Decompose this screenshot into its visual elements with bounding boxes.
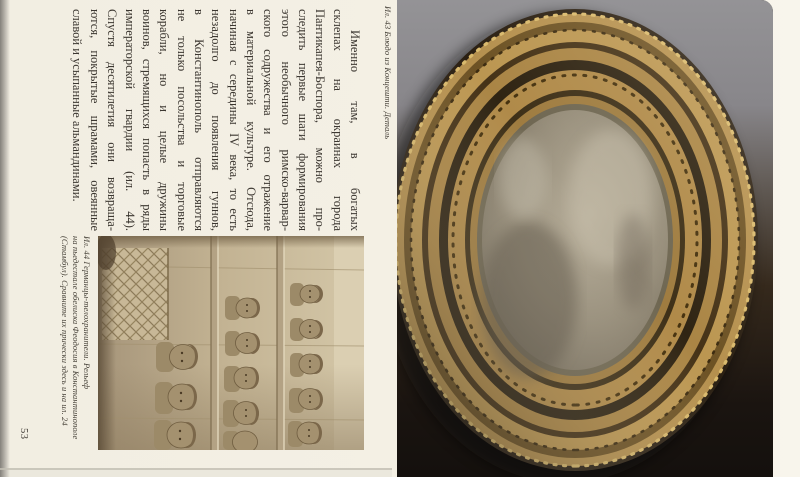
- body-text-line: корабли, но и целые дружины: [157, 9, 172, 231]
- scan-bottom-line: [0, 468, 392, 470]
- body-text-line: славой и усыпанные альмандинами.: [70, 9, 85, 202]
- concesti-dish-image: [397, 0, 773, 477]
- body-text-line: начиная с середины IV века, то есть: [226, 9, 241, 231]
- scan-bottom-strip: [0, 470, 392, 477]
- page-number: 53: [18, 428, 29, 440]
- body-text-line: Именно там, в богатых: [348, 30, 362, 231]
- figure-obelisk-relief: [98, 236, 364, 450]
- body-text-line: в материальной культуре. Отсюда,: [243, 9, 258, 231]
- body-text-line: этого необычного римско-варвар-: [278, 9, 293, 231]
- body-text-line: не только посольства и торговые: [174, 9, 189, 231]
- obelisk-relief-image: [98, 236, 364, 450]
- body-text-line: Пантикапея-Боспора, можно про-: [313, 9, 328, 231]
- body-text-line: Спустя десятилетия они возвраща-: [105, 9, 120, 231]
- figure-44-caption-line: (Стамбул). Сравните их прически здесь и на ил. 24: [60, 236, 70, 426]
- body-text-line: склепах на окраинах города: [330, 9, 345, 231]
- book-edge-shadow: [0, 0, 10, 477]
- figure-44-caption: [59, 236, 92, 450]
- body-text-line: воинов, стремящихся попасть в ряды: [139, 9, 154, 231]
- body-text-line: в Константинополь отправляются: [191, 9, 206, 231]
- body-text-line: незадолго до появления гуннов,: [209, 9, 224, 231]
- dish-lighting: [397, 9, 758, 471]
- figure-concesti-dish: [397, 0, 773, 477]
- body-text-line: ются, покрытые шрамами, овеянные: [87, 9, 102, 231]
- figure-44-caption-line: на пьедестале обелиска Феодосия в Константинополе: [71, 236, 81, 440]
- body-text-line: следить первые шаги формирования: [295, 9, 310, 231]
- figure-43-caption: Ил. 43 Блюдо из Концешти. Деталь: [383, 6, 393, 140]
- figure-44-caption-line: Ил. 44 Германцы-телохранители. Рельеф: [82, 236, 92, 390]
- body-text-line: императорской гвардии (ил. 44).: [122, 9, 137, 231]
- body-text-line: ского содружества и его отражение: [261, 9, 276, 231]
- body-text: [68, 9, 363, 231]
